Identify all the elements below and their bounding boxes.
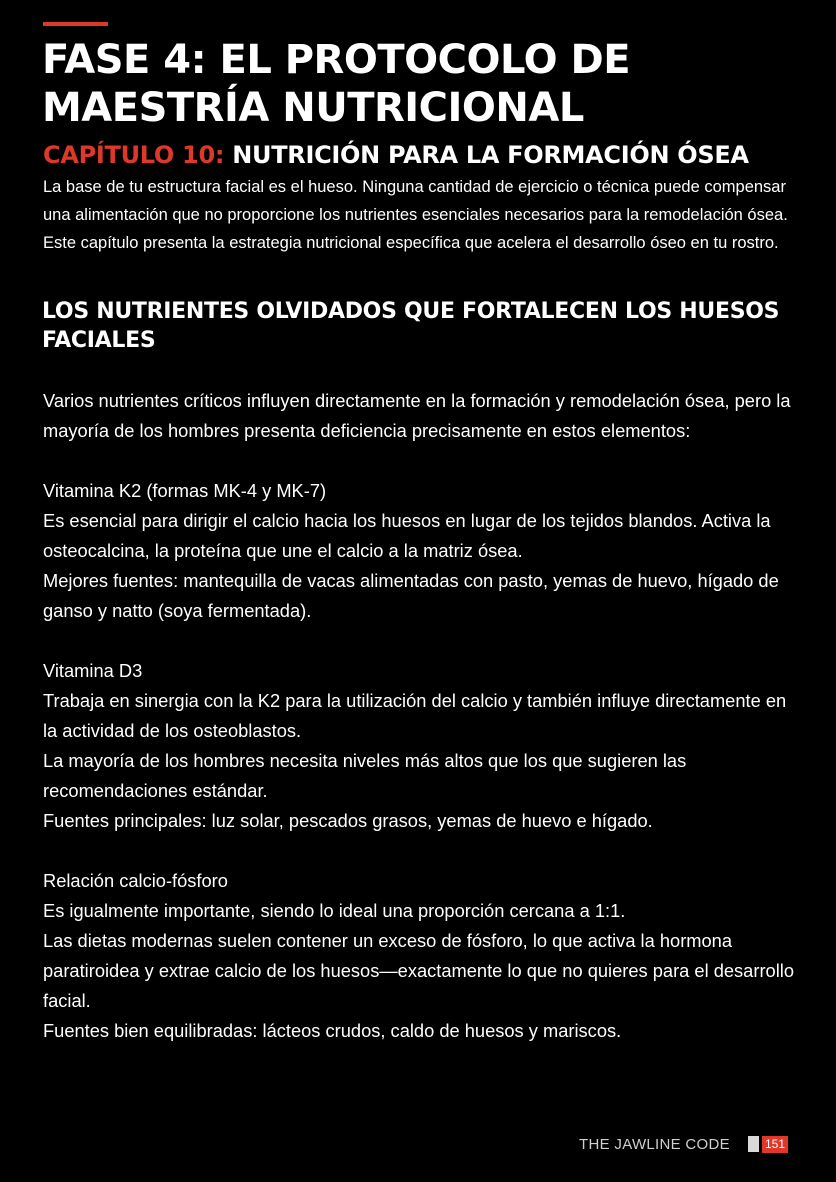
nutrient-paragraph: Fuentes principales: luz solar, pescados grasos, yemas de huevo e hígado. [43, 810, 653, 831]
nutrient-paragraph: Las dietas modernas suelen contener un exceso de fósforo, lo que activa la hormona paratiroidea y extrae calcio de los huesos—exactamente lo que no quieres para el desarrollo facial. [43, 930, 794, 1011]
nutrient-paragraph: Es igualmente importante, siendo lo ideal una proporción cercana a 1:1. [43, 900, 626, 921]
page-title [42, 36, 802, 132]
chapter-label: CAPÍTULO 10: [43, 141, 225, 169]
page-number: 151 [762, 1136, 788, 1153]
section-lead: Varios nutrientes críticos influyen directamente en la formación y remodelación ósea, pero la mayoría de los hombres presenta deficiencia precisamente en estos elementos: [43, 390, 791, 441]
nutrient-paragraph: Fuentes bien equilibradas: lácteos crudos, caldo de huesos y mariscos. [43, 1020, 622, 1041]
title-line-1: FASE 4: EL PROTOCOLO DE [42, 37, 631, 83]
nutrient-name: Relación calcio-fósforo [43, 870, 228, 891]
spacer [43, 446, 803, 476]
chapter-heading [43, 140, 803, 170]
chapter-title: NUTRICIÓN PARA LA FORMACIÓN ÓSEA [232, 141, 749, 169]
nutrient-name: Vitamina D3 [43, 660, 143, 681]
nutrient-paragraph: Es esencial para dirigir el calcio hacia los huesos en lugar de los tejidos blandos. Activa la osteocalcina, la proteína que une el calcio a la matriz ósea. [43, 510, 771, 561]
article-body [43, 386, 803, 1046]
nutrient-paragraph: Trabaja en sinergia con la K2 para la utilización del calcio y también influye directamente en la actividad de los osteoblastos. [43, 690, 787, 741]
intro-paragraph: La base de tu estructura facial es el hueso. Ninguna cantidad de ejercicio o técnica puede compensar una alimentación que no proporcione los nutrientes esenciales necesarios para la remodelación ósea. Este capítulo presenta la estrategia nutricional específica que acelera el desarrollo óseo en tu rostro. [43, 178, 788, 252]
title-line-2: MAESTRÍA NUTRICIONAL [42, 85, 584, 131]
page-footer [579, 1134, 788, 1154]
footer-brand: THE JAWLINE CODE [579, 1135, 730, 1153]
spacer [43, 626, 803, 656]
spacer [43, 836, 803, 866]
nutrient-name: Vitamina K2 (formas MK-4 y MK-7) [43, 480, 327, 501]
footer-marker [748, 1136, 759, 1152]
section-heading: LOS NUTRIENTES OLVIDADOS QUE FORTALECEN LOS HUESOS FACIALES [42, 299, 780, 353]
accent-bar [43, 22, 108, 26]
nutrient-paragraph: La mayoría de los hombres necesita niveles más altos que los que sugieren las recomendaciones estándar. [43, 750, 687, 801]
nutrient-paragraph: Mejores fuentes: mantequilla de vacas alimentadas con pasto, yemas de huevo, hígado de ganso y natto (soya fermentada). [43, 570, 779, 621]
